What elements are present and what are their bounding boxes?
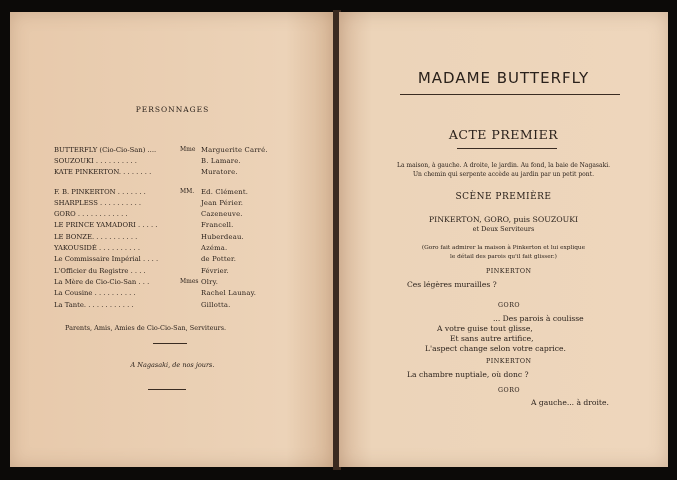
cast-actor: Marguerite Carré. bbox=[201, 145, 268, 154]
cast-role: LE BONZE. . . . . . . . . . . bbox=[54, 232, 138, 241]
setting-description: La maison, à gauche. A droite, le jardin. Au fond, la baie de Nagasaki. Un chemin qui serpente accède au jardin par un petit pont. bbox=[396, 162, 611, 178]
cast-actor: Huberdeau. bbox=[201, 232, 244, 241]
cast-actor: Jean Périer. bbox=[201, 198, 244, 207]
cast-role: Le Commissaire Impérial . . . . bbox=[54, 255, 159, 264]
scene-characters: PINKERTON, GORO, puis SOUZOUKI et Deux Serviteurs bbox=[428, 215, 579, 233]
cast-row bbox=[54, 276, 324, 287]
cast-row bbox=[54, 167, 324, 178]
dialogue-line: A votre guise tout glisse, bbox=[437, 324, 533, 333]
cast-actor: Cazeneuve. bbox=[201, 210, 243, 219]
cast-actor: Olry. bbox=[201, 277, 219, 286]
dialogue-line: ... Des parois à coulisse bbox=[493, 314, 584, 323]
setting-place: A Nagasaki, de nos jours. bbox=[130, 361, 215, 369]
cast-prefix: Mme bbox=[180, 146, 196, 154]
cast-row bbox=[54, 186, 324, 197]
cast-list bbox=[54, 144, 324, 310]
cast-role: La Mère de Cio-Cio-San . . . bbox=[54, 277, 150, 286]
cast-role: La Cousine . . . . . . . . . . bbox=[54, 289, 136, 298]
characters-heading: PERSONNAGES bbox=[135, 105, 210, 114]
cast-gap bbox=[54, 178, 324, 186]
cast-role: LE PRINCE YAMADORI . . . . . bbox=[54, 221, 158, 230]
speaker-label: PINKERTON bbox=[486, 268, 532, 275]
act-heading: ACTE PREMIER bbox=[448, 127, 559, 142]
speaker-label: PINKERTON bbox=[486, 358, 532, 365]
cast-actor: de Potter. bbox=[201, 255, 237, 264]
speaker-label: GORO bbox=[498, 387, 521, 394]
cast-row bbox=[54, 265, 324, 276]
right-page bbox=[339, 12, 668, 467]
cast-row bbox=[54, 197, 324, 208]
cast-actor: Azéma. bbox=[201, 244, 228, 253]
cast-role: La Tante. . . . . . . . . . . . bbox=[54, 300, 134, 309]
act-rule bbox=[457, 148, 557, 149]
left-page bbox=[10, 12, 335, 467]
dialogue-line: La chambre nuptiale, où donc ? bbox=[407, 370, 529, 379]
cast-row bbox=[54, 155, 324, 166]
cast-actor: Gillotta. bbox=[201, 300, 231, 309]
cast-role: YAKOUSIDÉ . . . . . . . . . . bbox=[54, 244, 141, 253]
cast-role: KATE PINKERTON. . . . . . . . bbox=[54, 168, 152, 177]
dialogue-line: A gauche... à droite. bbox=[531, 398, 609, 407]
speaker-label: GORO bbox=[498, 302, 521, 309]
cast-row bbox=[54, 208, 324, 219]
stage-direction: (Goro fait admirer la maison à Pinkerton et lui explique le détail des parois qu'il fait glisser.) bbox=[421, 245, 586, 260]
cast-row bbox=[54, 144, 324, 155]
divider bbox=[153, 343, 187, 344]
cast-row bbox=[54, 220, 324, 231]
cast-actor: Muratore. bbox=[201, 168, 238, 177]
cast-row bbox=[54, 231, 324, 242]
cast-actor: Francell. bbox=[201, 221, 234, 230]
cast-role: SOUZOUKI . . . . . . . . . . bbox=[54, 156, 137, 165]
extras-line: Parents, Amis, Amies de Cio-Cio-San, Serviteurs. bbox=[65, 324, 227, 332]
divider bbox=[148, 389, 186, 390]
cast-row bbox=[54, 254, 324, 265]
dialogue-line: Et sans autre artifice, bbox=[450, 334, 534, 343]
opera-title: MADAME BUTTERFLY bbox=[417, 69, 590, 87]
title-rule bbox=[400, 94, 620, 95]
dialogue-line: Ces légères murailles ? bbox=[407, 280, 497, 289]
cast-prefix: Mmes bbox=[180, 278, 199, 286]
cast-row bbox=[54, 242, 324, 253]
cast-role: SHARPLESS . . . . . . . . . . bbox=[54, 198, 142, 207]
cast-row bbox=[54, 288, 324, 299]
cast-actor: Rachel Launay. bbox=[201, 289, 257, 298]
cast-prefix: MM. bbox=[180, 188, 195, 196]
scene-heading: SCÈNE PREMIÈRE bbox=[455, 192, 552, 202]
cast-role: L'Officier du Registre . . . . bbox=[54, 266, 146, 275]
dialogue-line: L'aspect change selon votre caprice. bbox=[425, 344, 566, 353]
cast-role: F. B. PINKERTON . . . . . . . bbox=[54, 187, 146, 196]
cast-actor: Février. bbox=[201, 266, 229, 275]
cast-role: BUTTERFLY (Cio-Cio-San) .... bbox=[54, 145, 157, 154]
cast-actor: B. Lamare. bbox=[201, 156, 241, 165]
cast-role: GORO . . . . . . . . . . . . bbox=[54, 210, 128, 219]
cast-row bbox=[54, 299, 324, 310]
cast-actor: Ed. Clément. bbox=[201, 187, 249, 196]
